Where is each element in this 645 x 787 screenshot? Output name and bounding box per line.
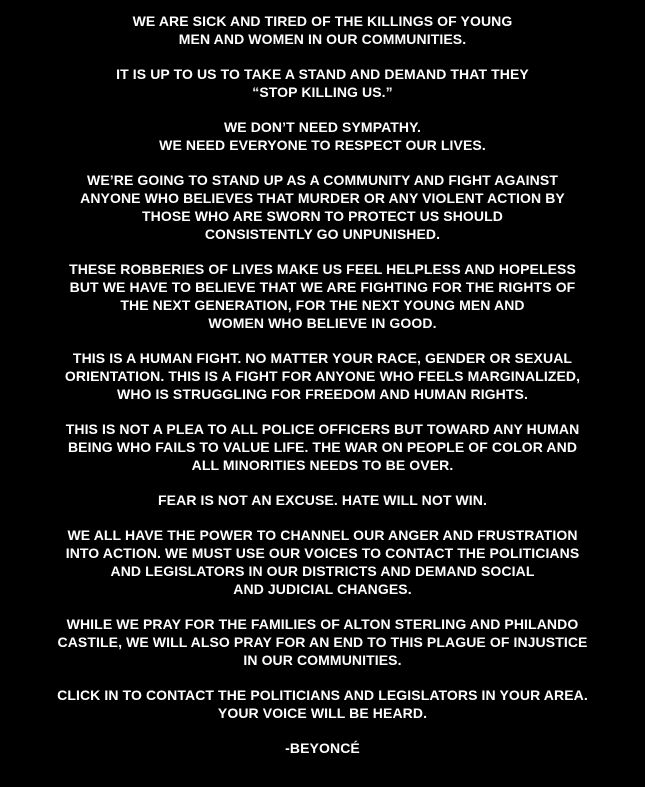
paragraph-11: [0, 686, 645, 722]
text-line: AND JUDICIAL CHANGES.: [233, 581, 412, 597]
text-line: THESE ROBBERIES OF LIVES MAKE US FEEL HELPLESS AND HOPELESS: [69, 261, 576, 277]
paragraph-4: [0, 171, 645, 243]
paragraph-10: [0, 615, 645, 669]
text-line: THIS IS A HUMAN FIGHT. NO MATTER YOUR RACE, GENDER OR SEXUAL: [72, 350, 573, 366]
paragraph-3: [0, 118, 645, 154]
text-line: CLICK IN TO CONTACT THE POLITICIANS AND LEGISLATORS IN YOUR AREA.: [57, 687, 588, 703]
text-line: IN OUR COMMUNITIES.: [243, 652, 402, 668]
paragraph-5: [0, 260, 645, 332]
text-line: IT IS UP TO US TO TAKE A STAND AND DEMAND THAT THEY: [116, 66, 529, 82]
text-line: CASTILE, WE WILL ALSO PRAY FOR AN END TO THIS PLAGUE OF INJUSTICE: [57, 634, 588, 650]
paragraph-8: [0, 491, 645, 509]
text-line: INTO ACTION. WE MUST USE OUR VOICES TO CONTACT THE POLITICIANS: [65, 545, 580, 561]
text-line: WE’RE GOING TO STAND UP AS A COMMUNITY AND FIGHT AGAINST: [87, 172, 558, 188]
text-line: WHO IS STRUGGLING FOR FREEDOM AND HUMAN RIGHTS.: [117, 386, 528, 402]
text-line: ORIENTATION. THIS IS A FIGHT FOR ANYONE WHO FEELS MARGINALIZED,: [64, 368, 581, 384]
text-line: ALL MINORITIES NEEDS TO BE OVER.: [191, 457, 454, 473]
text-line: THE NEXT GENERATION, FOR THE NEXT YOUNG MEN AND: [120, 297, 525, 313]
text-line: “STOP KILLING US.”: [252, 84, 393, 100]
paragraph-7: [0, 420, 645, 474]
text-line: WE NEED EVERYONE TO RESPECT OUR LIVES.: [159, 137, 486, 153]
paragraph-2: [0, 65, 645, 101]
text-line: THIS IS NOT A PLEA TO ALL POLICE OFFICERS BUT TOWARD ANY HUMAN: [65, 421, 580, 437]
paragraph-6: [0, 349, 645, 403]
text-line: THOSE WHO ARE SWORN TO PROTECT US SHOULD: [141, 208, 503, 224]
text-line: WE ALL HAVE THE POWER TO CHANNEL OUR ANGER AND FRUSTRATION: [67, 527, 578, 543]
text-line: FEAR IS NOT AN EXCUSE. HATE WILL NOT WIN.: [158, 492, 487, 508]
text-line: WOMEN WHO BELIEVE IN GOOD.: [208, 315, 437, 331]
paragraph-1: [0, 12, 645, 48]
text-line: ANYONE WHO BELIEVES THAT MURDER OR ANY VIOLENT ACTION BY: [80, 190, 565, 206]
signature: [0, 739, 645, 757]
text-line: YOUR VOICE WILL BE HEARD.: [217, 705, 428, 721]
text-line: MEN AND WOMEN IN OUR COMMUNITIES.: [178, 31, 467, 47]
statement-text: [0, 12, 645, 757]
text-line: WE ARE SICK AND TIRED OF THE KILLINGS OF YOUNG: [132, 13, 513, 29]
text-line: BUT WE HAVE TO BELIEVE THAT WE ARE FIGHTING FOR THE RIGHTS OF: [69, 279, 576, 295]
signature-text: -BEYONCÉ: [285, 740, 360, 756]
text-line: AND LEGISLATORS IN OUR DISTRICTS AND DEMAND SOCIAL: [110, 563, 535, 579]
paragraph-9: [0, 526, 645, 598]
text-line: WHILE WE PRAY FOR THE FAMILIES OF ALTON STERLING AND PHILANDO: [66, 616, 579, 632]
text-line: BEING WHO FAILS TO VALUE LIFE. THE WAR ON PEOPLE OF COLOR AND: [67, 439, 578, 455]
text-line: CONSISTENTLY GO UNPUNISHED.: [204, 226, 441, 242]
text-line: WE DON’T NEED SYMPATHY.: [223, 119, 421, 135]
